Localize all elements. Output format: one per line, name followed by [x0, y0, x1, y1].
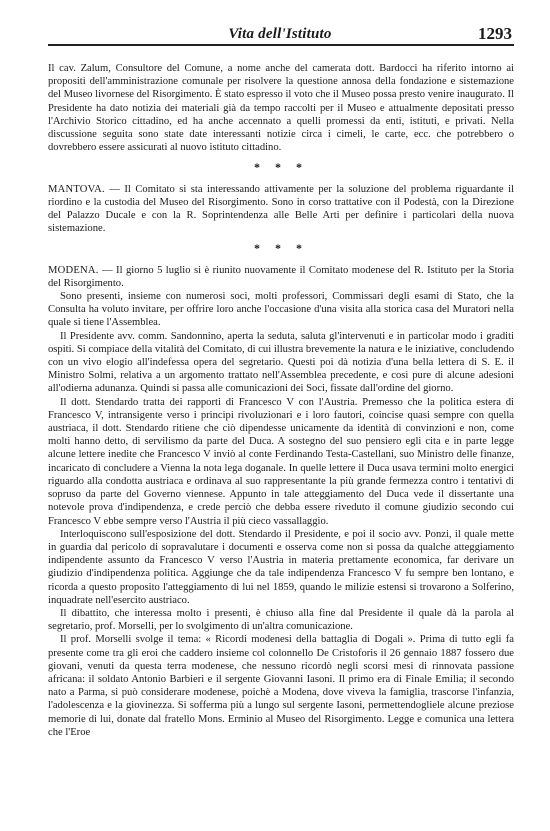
section-heading: MODENA. — [48, 264, 99, 276]
section-separator: * * * — [254, 160, 308, 175]
section-mantova — [48, 183, 514, 236]
section-text: — Il giorno 5 luglio si è riunito nuovamente il Comitato modenese del R. Istituto per la Storia del Risorgimento. — [48, 264, 514, 289]
paragraph: Il prof. Morselli svolge il tema: « Ricordi modenesi della battaglia di Dogali ». Prima di tutto egli fa presente come tra gli eroi che caddero insieme col colonnello De Cristoforis il 26 gennaio 1887 fossero due giovani, venuti da questa terra modenese, che nessuno ricordò negli scorsi mesi di rinnovata passione africana: il soldato Antonio Barbieri e il sergente Giovanni Iasoni. Il primo era di Finale Emilia; il secondo nato a Parma, si può considerare modenese, poichè a Modena, dove viveva la famiglia, trascorse l'infanzia, l'adolescenza e la giovinezza. Si sofferma più a lungo sul sergente Iasoni, permettendogliele alcune preziose memorie di lui, donate dal fratello Mons. Erminio al Museo del Risorgimento. Legge e comunica una lettera che l'Eroe — [48, 634, 514, 738]
section-heading: MANTOVA. — [48, 183, 105, 195]
paragraph: Il Presidente avv. comm. Sandonnino, aperta la seduta, saluta gl'intervenuti e in particolar modo i graditi ospiti. Si compiace della vitalità del Comitato, di cui illustra brevemente la natura e le iniziative, concludendo con un vivo elogio all'indefessa opera del segretario. Questi poi dà notizia d'una bella lettera di S. E. il Ministro Solmi, relativa a un argomento trattato nell'Assemblea precedente, e così pure di alcune adesioni all'odierna adunanza. Quindi si passa alle comunicazioni dei Soci, fissate dall'ordine del giorno. — [48, 330, 514, 395]
header-rule — [48, 44, 514, 46]
running-title: Vita dell'Istituto — [228, 26, 332, 42]
section-separator: * * * — [254, 241, 308, 256]
paragraph: Interloquiscono sull'esposizione del dott. Stendardo il Presidente, e poi il socio avv. Ponzi, il quale mette in guardia dal pericolo di sopravalutare i documenti e osserva come non si possa da qualche atteggiamento indipendente assunto da Francesco V verso l'Austria in materia prettamente economica, far derivare un giudizio d'indipendenza politica. Aggiunge che da tale indipendenza Francesco V fu sempre ben lontano, e ricorda a questo proposito l'atteggiamento di lui nel 1859, quando le milizie estensi si trovarono a Solferino, inquadrate nell'esercito austriaco. — [48, 528, 514, 606]
paragraph: Il cav. Zalum, Consultore del Comune, a nome anche del camerata dott. Bardocci ha riferito intorno ai propositi dell'amministrazione comunale per risolvere la questione annosa della fondazione e sistemazione del Museo livornese del Risorgimento. È stato espresso il voto che il Museo possa presto venire inaugurato. Il Presidente ha dato notizia dei materiali già da tempo raccolti per il Museo e attualmente depositati presso l'Archivio Storico cittadino, ed ha anche accennato a quelli promessi da enti, istituti, e privati. Nella discussione seguita sono state date interessanti notizie circa i cimeli, le carte, ecc. che potrebbero o dovrebbero essere assicurati al nuovo istituto cittadino. — [48, 63, 514, 154]
section-text: — Il Comitato si sta interessando attivamente per la soluzione del problema riguardante il riordino e la custodia del Museo del Risorgimento. Sono in corso trattative con il Podestà, con la Direzione del Palazzo Ducale e con la R. Soprintendenza alle Belle Arti per definire i particolari della nuova sistemazione. — [48, 183, 514, 235]
page-number: 1293 — [478, 24, 512, 43]
paragraph: Il dibattito, che interessa molto i presenti, è chiuso alla fine dal Presidente il quale dà la parola al segretario, prof. Morselli, per lo svolgimento di un'altra comunicazione. — [48, 607, 514, 633]
paragraph: Sono presenti, insieme con numerosi soci, molti professori, Commissari degli esami di Stato, che la Consulta ha voluto invitare, per offrire loro anche l'occasione d'una visita alla storica casa del Muratori nella quale si tiene l'Assemblea. — [48, 291, 514, 329]
section-modena — [48, 264, 514, 290]
body-text — [48, 62, 514, 739]
paragraph: Il dott. Stendardo tratta dei rapporti di Francesco V con l'Austria. Premesso che la politica estera di Francesco V, intransigente verso i principi rivoluzionari e i loro fautori, coincise quasi sempre con quella austriaca, il dott. Stendardo ritiene che ciò dipendesse unicamente da identità di convinzioni e non, come molti hanno detto, di servilismo da parte del Duca. A sostegno del suo pensiero egli cita e in parte legge alcune lettere inedite che Francesco V inviò al conte Ferdinando Testa-Castellani, suo Ministro delle finanze, incaricato di concludere a Vienna la nota lega doganale. In quelle lettere il Duca usava termini molto energici riguardo alla condotta austriaca e ordinava al suo rappresentante la più grande fermezza contro i tentativi di sopruso da parte del Governo viennese. Appunto in tale atteggiamento del Duca vede il dissertante una notevole prova d'indipendenza, e crede perciò che debba essere riveduto il comune giudizio secondo cui Francesco V ebbe sempre verso l'Austria il più cieco vassallaggio. — [48, 396, 514, 527]
